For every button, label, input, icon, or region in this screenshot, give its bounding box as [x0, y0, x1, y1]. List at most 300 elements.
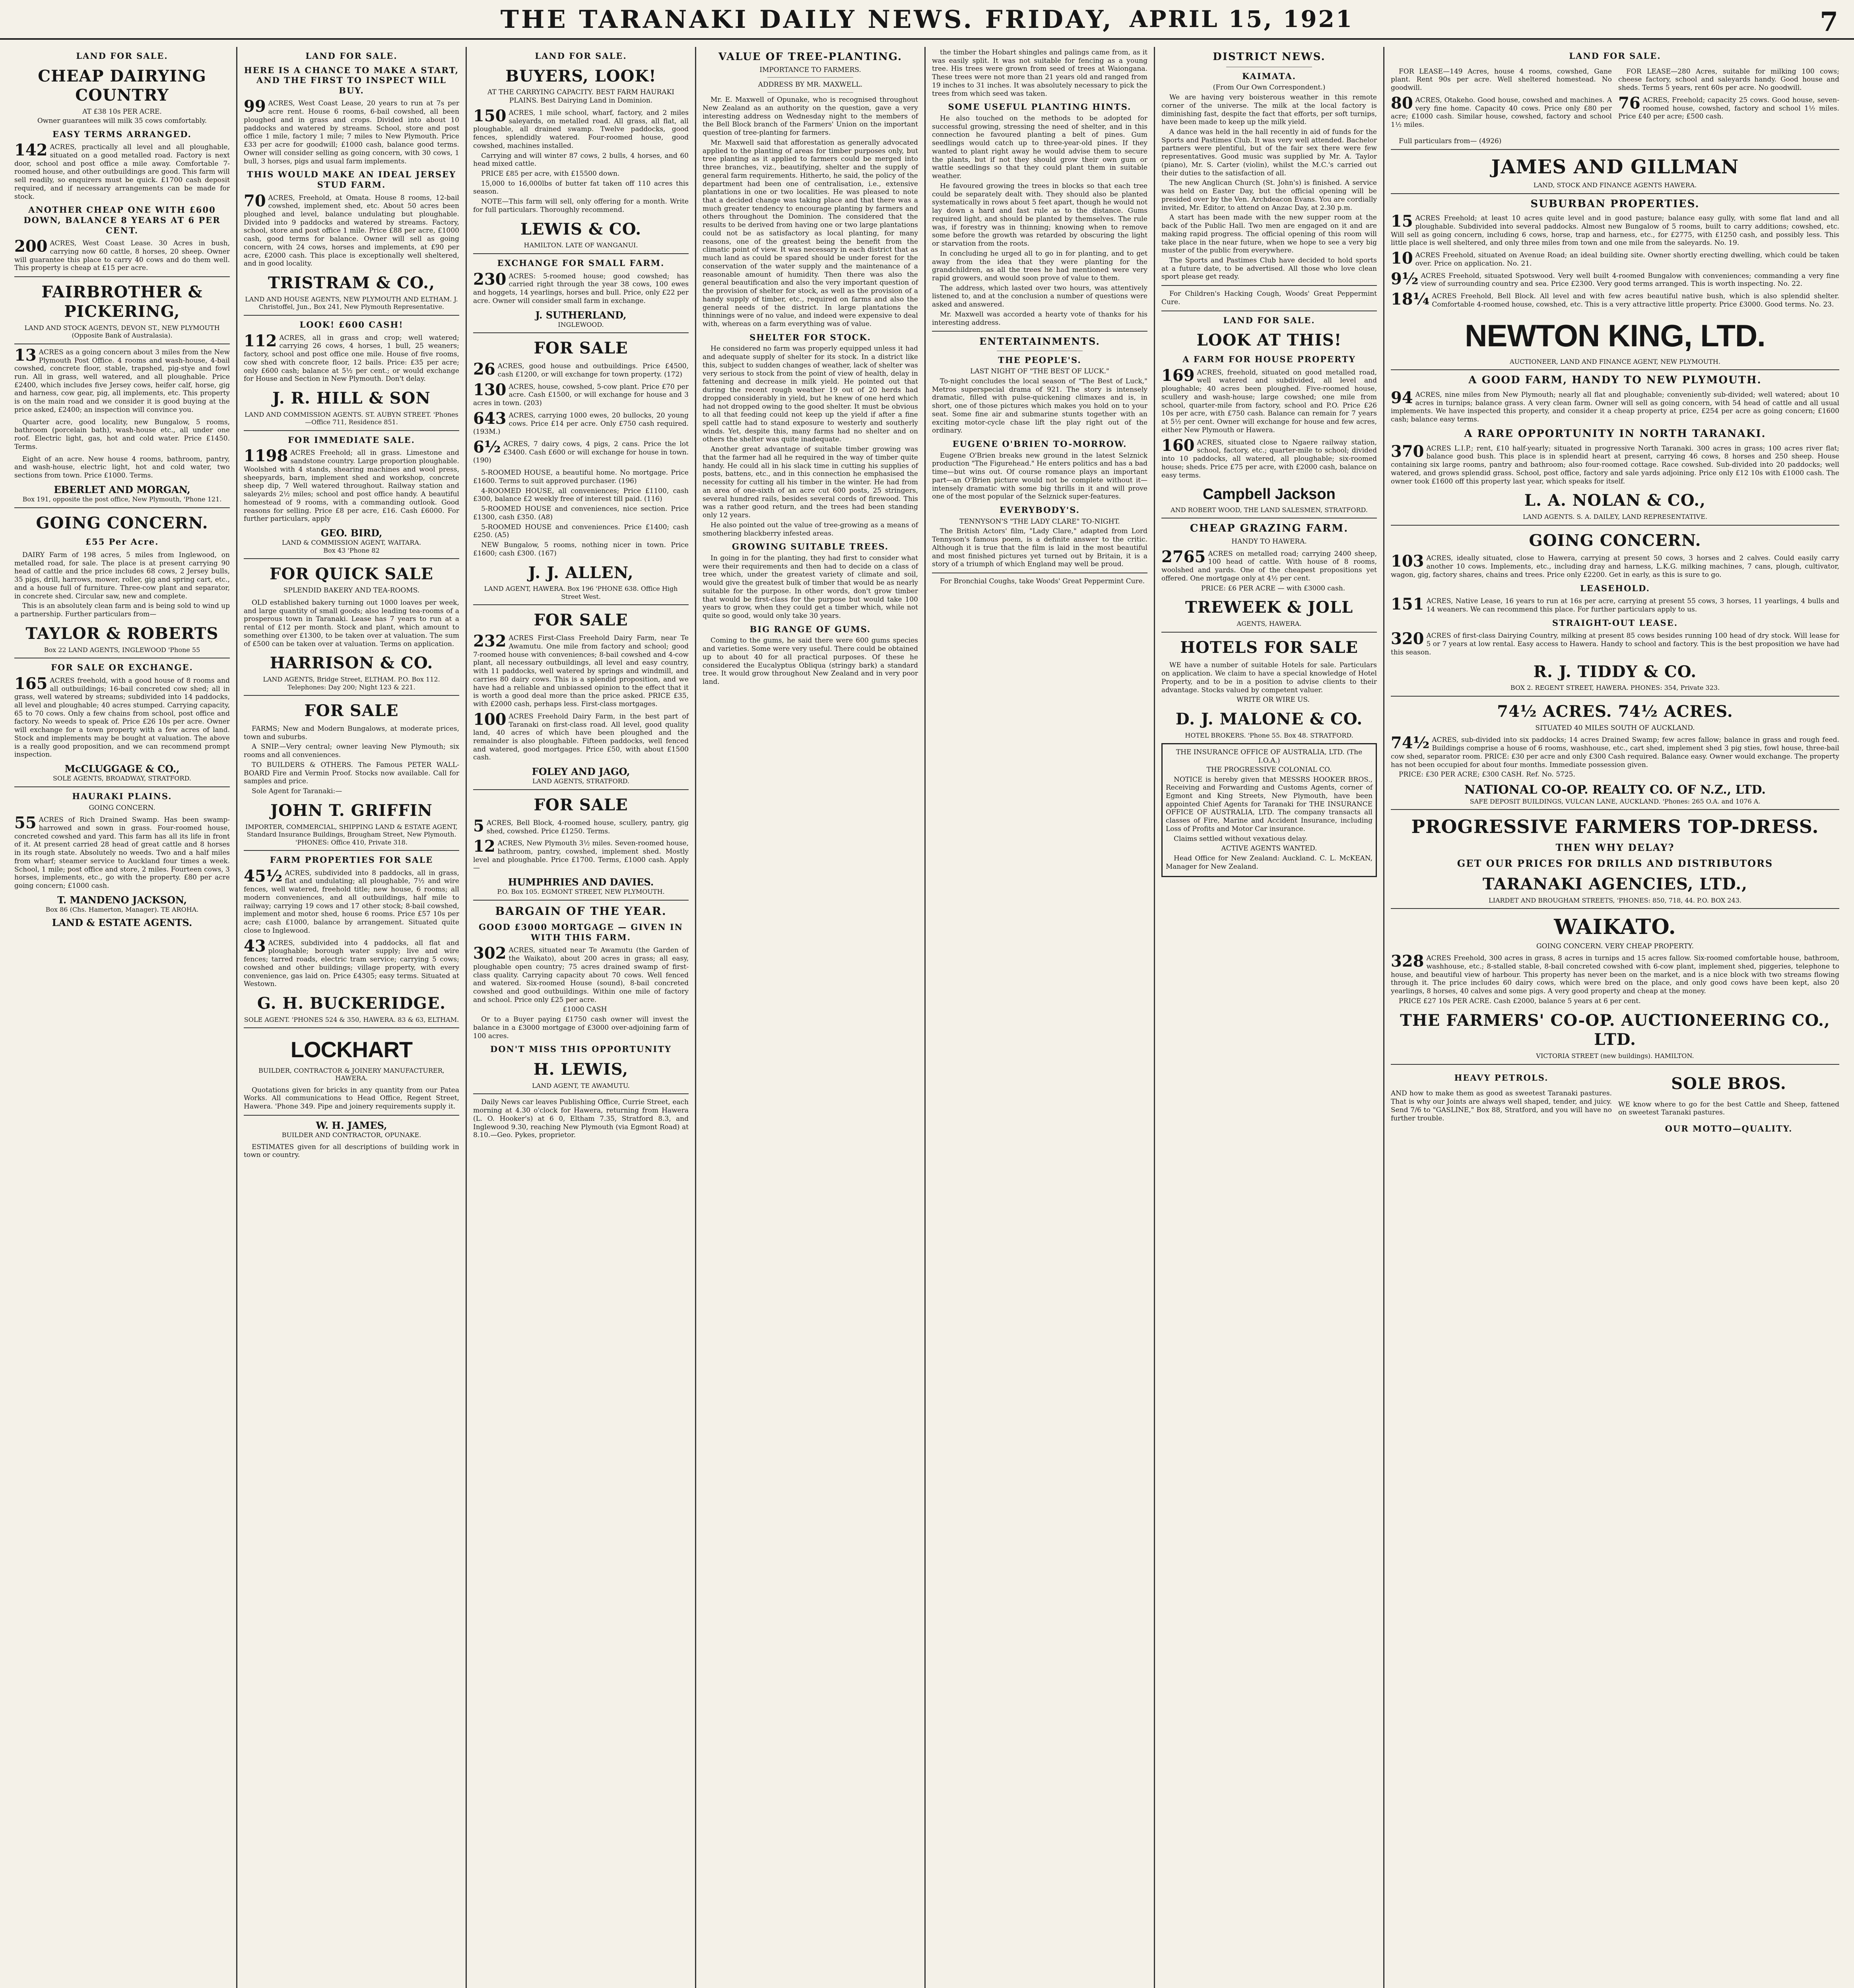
listing — [473, 469, 689, 557]
agent-details: AND ROBERT WOOD, THE LAND SALESMEN, STRATFORD. — [1171, 506, 1368, 514]
article-paragraph: He also touched on the methods to be adopted for successful growing, stressing the need of shelter, and in this connection he favoured planting a belt of pines. Gum seedlings would catch up to three-year-old pines. If they wanted to plant right away he would advise them to secure the plants, but if not they should grow their own gum or wattle seedlings so that they could plant them in suitable weather. — [932, 115, 1147, 181]
notice — [1161, 290, 1377, 306]
agent-details: BUILDER AND CONTRACTOR, OPUNAKE. — [281, 1131, 421, 1139]
listing — [1391, 388, 1839, 424]
article-paragraph: The Sports and Pastimes Club have decided to hold sports at a future date, to be advertised. All those who love clean sport please get ready. — [1161, 256, 1377, 281]
listing-text: ACRES, practically all level and all ploughable, situated on a good metalled road. Factory is next door, school and post office a mile away. Comfortable 7-roomed house, and other outbuildings are good. This farm will sell readily, so enquirers must be quick. £1700 cash deposit required, and if necessary arrangements can be made for stock. — [14, 143, 230, 201]
agent-name: H. LEWIS, — [533, 1060, 629, 1079]
listing-text: FARMS; New and Modern Bungalows, at moderate prices, town and suburbs. — [244, 724, 459, 741]
notice-text: NOTICE is hereby given that MESSRS HOOKER BROS., Receiving and Forwarding and Customs Agents, corner of Egmont and King Streets, New Plymouth, have been appointed Chief Agents for Taranaki for THE INSURANCE OFFICE OF AUSTRALIA, LTD. The company transacts all classes of Fire, Marine and Accident Insurance, including Loss of Profits and Motor Car insurance. — [1166, 775, 1373, 833]
agent-name: HUMPHRIES AND DAVIES. — [508, 876, 654, 888]
notice-text: Daily News car leaves Publishing Office, Currie Street, each morning at 4.30 o'clock for Hawera, returning from Hawera (L. O. Hooker's) at 6 0, Eltham 7.35, Stratford 8.3, and Inglewood 9.30, reaching New Plymouth (via Egmont Road) at 8.10.—Geo. Pykes, proprietor. — [473, 1098, 689, 1140]
listing-text: ACRES of Rich Drained Swamp. Has been swamp-harrowed and sown in grass. Four-roomed house, concreted cowshed and yard. This farm has all its life in front of it. At present carried 28 head of great cattle and 8 horses in its rough state. Absolutely no weeds. Two and a half miles from wharf; steamer service to Auckland four times a week. School, 1 mile; post office and store, 2 miles. Fourteen cows, 3 horses, implements, etc., go with the property. £80 per acre going concern; £1000 cash. — [14, 816, 230, 890]
listing-text: ACRES Freehold; all in grass. Limestone and sandstone country. Large proportion ploughable. Woolshed with 4 stands, shearing machines and wool press, sheepyards, barn, implement shed and workshop, concrete sheep dip, 7 Well watered throughout. Railway station and saleyards 2½ miles; school and post office handy. A beautiful homestead of 9 rooms, with a commanding outlook. Good reasons for selling. Price £8 per acre, £16. Cash £6000. For further particulars, apply — [244, 449, 459, 523]
ad-subheading: £55 Per Acre. — [85, 537, 159, 547]
listing-text: ACRES freehold, with a good house of 8 rooms and all outbuildings; 16-bail concreted cow shed; all in grass, well watered by streams; subdivided into 14 paddocks, all level and ploughable; 40 acres stumped. Carrying capacity, 65 to 70 cows. Only a few chains from school, post office and factory. No weeds to speak of. Price £26 10s per acre. Owner will exchange for a town property with a few acres of land. Stock and implements may be bought at valuation. The above is a really good proposition, and we can recommend prompt inspection. — [14, 676, 230, 759]
listing-text: Quotations given for bricks in any quantity from our Patea Works. All communications to Head Office, Regent Street, Hawera. 'Phone 349. Pipe and joinery requirements supply it. — [244, 1086, 459, 1111]
article-subheading: SHELTER FOR STOCK. — [749, 332, 871, 342]
notice-text: ACTIVE AGENTS WANTED. — [1221, 845, 1317, 853]
listing-text: ACRES on metalled road; carrying 2400 sheep, 100 head of cattle. With house of 8 rooms, woolshed and yards. One of the cheapest propositions yet offered. One mortgage only at 4½ per cent. — [1161, 549, 1377, 582]
ad-subheading: HANDY TO HAWERA. — [1231, 537, 1307, 546]
ad-text: Owner guarantees will milk 35 cows comfortably. — [37, 116, 207, 125]
listing — [473, 634, 689, 709]
listing-text: ACRES Freehold; at least 10 acres quite level and in good pasture; balance easy gully, with some flat land and all ploughable. Subdivided into several paddocks. Almost new Bungalow of 5 rooms, built to carry additions; cowshed, etc. Will sell as going concern, including 6 cows, horse, trap and harness, etc., for £2775, with £1250 cash, and possibly less. This little place is well sheltered, and only three miles from town and one mile from the saleyards. No. 19. — [1391, 214, 1839, 247]
listing-text: OLD established bakery turning out 1000 loaves per week, and large quantity of small goods; also leading tea-rooms of a prosperous town in Taranaki. Lease has 7 years to run at a rental of £12 per month. Stock and plant, which amount to something over £1300, to be taken over at valuation. The sum of £500 can be taken over at valuation. Terms on application. — [244, 598, 459, 648]
acres-number: 160 — [1161, 436, 1195, 455]
listing-text: ACRES, nine miles from New Plymouth; nearly all flat and ploughable; conveniently sub-divided; well watered; about 10 acres in turnips; balance grass. A very clean farm. Owner will sell as going concern, with 54 head of cattle and all usual implements. We have inspected this property, and consider it a cheap property at price, £254 per acre as going concern; £1600 cash; balance easy terms. — [1391, 391, 1839, 424]
article-paragraph: Another great advantage of suitable timber growing was that the farmer had all he required in the way of timber quite handy. He could all in his slack time in cutting his supplies of posts, battens, etc., and in this connection he emphasised the necessity for cutting all his timber in the winter. He had from an area of one-sixth of an acre cut 600 posts, 25 stringers, several hundred rails, besides several cords of firewood. This was a rather good return, and the trees had been standing only 12 years. — [703, 445, 918, 520]
listing-text: ACRES, good house and outbuildings. Price £4500, cash £1200, or will exchange for town property. (172) — [497, 362, 689, 379]
listing-text: ACRES, Bell Block, 4-roomed house, scullery, pantry, gig shed, cowshed. Price £1250. Terms. — [486, 819, 689, 835]
lease-listing-left — [1391, 64, 1612, 133]
agent-details: AUCTIONEER, LAND AND FINANCE AGENT, NEW PLYMOUTH. — [1510, 357, 1720, 365]
listing — [1391, 629, 1839, 656]
notice — [932, 577, 1147, 586]
acres-number: 94 — [1391, 388, 1413, 407]
acres-number: 643 — [473, 409, 507, 428]
listing-text: ACRES, ideally situated, close to Hawera, carrying at present 50 cows, 3 horses and 2 calves. Could easily carry another 10 cows. Implements, etc., including dray and harness, L.K.G. milking machines, 7 cans, plough, cultivator, wagon, gig, factory shares, chains and trees. Price only £2200. Get in early, as this is sure to go. — [1391, 554, 1839, 579]
agent-details: LAND AGENT, HAWERA. Box 196 'PHONE 638. Office High Street West. — [484, 585, 678, 600]
listing — [244, 725, 459, 796]
acres-number: 99 — [244, 97, 266, 116]
agent-name: D. J. MALONE & CO. — [1175, 710, 1363, 729]
article-subheading: BIG RANGE OF GUMS. — [749, 624, 871, 634]
acres-number: 80 — [1391, 93, 1413, 113]
section-heading: LAND FOR SALE. — [1223, 315, 1315, 325]
ad-heading: HERE IS A CHANCE TO MAKE A START, AND THE FIRST TO INSPECT WILL BUY. — [244, 65, 459, 95]
article-paragraph: He favoured growing the trees in blocks so that each tree could be separately dealt with. They should also be planted systematically in rows about 5 feet apart, though he would not lay down a hard and fast rule as to the distance. Gums required light, and should be planted by themselves. The rule was, if forestry was in thinning; knowing when to remove some before the growth was retarded by obscuring the light or starvation from the roots. — [932, 182, 1147, 248]
agent-name: T. MANDENO JACKSON, — [57, 894, 187, 906]
article-subheading: SOME USEFUL PLANTING HINTS. — [948, 102, 1132, 112]
ad-heading: HAURAKI PLAINS. — [72, 791, 172, 801]
lease-listings — [1391, 64, 1839, 133]
ad-subheading: AT £38 10s PER ACRE. — [82, 108, 162, 116]
agent-details: IMPORTER, COMMERCIAL, SHIPPING LAND & ESTATE AGENT, Standard Insurance Buildings, Brougham Street, New Plymouth. 'PHONES: Office 410, Private 318. — [245, 823, 458, 846]
article-paragraph: We are having very boisterous weather in this remote corner of the universe. The milk at the local factory is diminishing fast, despite the fact that efforts, per soft turnips, have been made to keep up the milk yield. — [1161, 93, 1377, 126]
ad-heading: 74½ ACRES. 74½ ACRES. — [1497, 702, 1733, 721]
ad-subheading: THEN WHY DELAY? — [1555, 842, 1675, 854]
article-paragraph: Mr. E. Maxwell of Opunake, who is recognised throughout New Zealand as an authority on the question, gave a very interesting address on Wednesday night to the members of the Bell Block branch of the Farmers' Union on the important question of tree-planting for farmers. — [703, 96, 918, 137]
acres-number: 5 — [473, 816, 484, 835]
agent-details: LAND AND COMMISSION AGENTS. ST. AUBYN STREET. 'Phones—Office 711, Residence 851. — [245, 410, 458, 426]
ad-heading: FOR SALE — [534, 611, 628, 630]
listing-text: ACRES as a going concern about 3 miles from the New Plymouth Post Office. 4 rooms and wash-house, 4-bail cowshed, concrete floor, stable, trapshed, pig-stye and fowl run. All in grass, well watered, and all ploughable. Price £2400, which includes five Jersey cows, heifer calf, horse, gig and harness, cow gear, pig, all implements, etc. This property is on the main road and we consider it is good buying at the price asked, £2400; an inspection will convince you. — [14, 348, 230, 414]
agent-details: SOLE AGENTS, BROADWAY, STRATFORD. — [53, 775, 191, 782]
article-paragraph: Mr. Maxwell said that afforestation as generally advocated applied to the planting of areas for timber purposes only, but tree planting as it applied to farmers could be merged into three branches, viz., beautifying, shelter and the supply of general farm requirements. Hitherto, he said, the policy of the department had been one of centralisation, i.e., extensive plantations in one or two localities. He was pleased to note that a decided change was taking place and that there was a much greater tendency to encourage planting by farmers and others throughout the Dominion. The considered that the results to be derived from having one or two large plantations could not be as satisfactory as local planting, for many reasons, one of the greatest being the benefit from the climatic point of view. It was necessary in each district that as much land as could be spared should be under forest for the conservation of the water supply and the maintenance of a reasonable amount of humidity. Then there was also the general beautification and also the very important question of the provision of shelter for stock, as well as the provision of a handy supply of timber, etc., required on farms and also the general needs of the district. In large plantations the thinnings were of no value, and indeed were expensive to deal with, whereas on a farm everything was of value. — [703, 138, 918, 328]
ad-heading: HEAVY PETROLS. — [1454, 1072, 1549, 1083]
ad-subheading: ANOTHER CHEAP ONE WITH £600 DOWN, BALANCE 8 YEARS AT 6 PER CENT. — [23, 205, 221, 235]
ad-subheading: A FARM FOR HOUSE PROPERTY — [1182, 354, 1356, 365]
agent-name: W. H. JAMES, — [316, 1119, 387, 1131]
acres-number: 169 — [1161, 366, 1195, 385]
agent-name: SOLE BROS. — [1671, 1074, 1786, 1093]
agent-name: J. J. ALLEN, — [528, 563, 634, 582]
listing-text: ACRES Freehold, Bell Block. All level and with few acres beautiful native bush, which is also splendid shelter. Comfortable 4-roomed house, cowshed, etc. This is a very attractive little property. Price £3000. Good terms. No. 23. — [1432, 292, 1839, 309]
listing-text: AND how to make them as good as sweetest Taranaki pastures. That is why our Joints are always well shaped, tender, and juicy. Send 7/6 to "GASLINE," Box 88, Stratford, and you will have no further trouble. — [1391, 1089, 1612, 1122]
agent-details: P.O. Box 105. EGMONT STREET, NEW PLYMOUTH. — [497, 888, 665, 896]
listing — [473, 106, 689, 214]
acres-number: 18¼ — [1391, 290, 1430, 309]
acres-number: 74½ — [1391, 734, 1430, 753]
ad-subheading: LEASEHOLD. — [1580, 583, 1650, 593]
ad-heading: EXCHANGE FOR SMALL FARM. — [497, 258, 665, 268]
listing — [1391, 954, 1839, 1005]
listing — [14, 143, 230, 201]
listing-text: 5-ROOMED HOUSE and conveniences, nice section. Price £1300, cash £350. (A8) — [473, 505, 689, 521]
article-paragraph: Eugene O'Brien breaks new ground in the latest Selznick production "The Figurehead." He enters politics and has a bad time—but wins out. Of course romance plays an important part—an O'Brien picture would not be complete without it—intensely dramatic with some big thrills in it and will prove one of the most popular of the Selznick super-features. — [932, 451, 1147, 501]
section-heading: LAND FOR SALE. — [305, 51, 398, 61]
acres-number: 100 — [473, 710, 507, 729]
ad-heading: FOR SALE — [304, 701, 399, 720]
agent-details: LAND AGENTS, Bridge Street, ELTHAM. P.O. Box 112. Telephones: Day 200; Night 123 & 221. — [263, 676, 440, 691]
listing — [473, 380, 689, 408]
article-paragraph: The address, which lasted over two hours, was attentively listened to, and at the conclusion a number of questions were asked and answered. — [932, 284, 1147, 309]
ad-heading: LOCKHART — [290, 1037, 413, 1062]
column-5 — [926, 47, 1155, 1988]
article-paragraph: A dance was held in the hall recently in aid of funds for the Sports and Pastimes Club. It was very well attended. Bachelor partners were plentiful, but of the fair sex there were few representatives. Good music was supplied by Mr. A. Taylor (piano), Mr. S. Carter (violin), whilst the M.C.'s carried out their duties to the satisfaction of all. — [1161, 128, 1377, 177]
article-subheading: GROWING SUITABLE TREES. — [732, 542, 889, 552]
ad-heading: CHEAP GRAZING FARM. — [1190, 522, 1349, 535]
listing-text: ACRES Freehold Dairy Farm, in the best part of Taranaki on first-class road. All level, good quality land, 40 acres of which have been ploughed and the remainder is also ploughable. Fifteen paddocks, well fenced and watered, good mortgages. Price £50, with about £1500 cash. — [473, 712, 689, 762]
ad-heading: SUBURBAN PROPERTIES. — [1530, 198, 1700, 210]
article-paragraph: He also pointed out the value of tree-growing as a means of smothering blackberry infested areas. — [703, 521, 918, 538]
article-subheadline: ADDRESS BY MR. MAXWELL. — [758, 81, 863, 89]
acres-number: 200 — [14, 237, 48, 256]
ad-heading: CHEAP DAIRYING COUNTRY — [38, 66, 206, 105]
agent-name: GEO. BIRD, — [320, 527, 382, 539]
listing — [473, 946, 689, 1040]
column-6 — [1155, 47, 1384, 1988]
listing-text: ACRES, subdivided into 4 paddocks, all flat and ploughable; borough water supply; live and wire fences; tarred roads, electric tram service; carrying 5 cows; cowshed and other buildings; village property, with every convenience, gas laid on. Price £4305; easy terms. Situated at Westown. — [244, 939, 459, 988]
listing-text: ACRES, situated close to Ngaere railway station, school, factory, etc.; quarter-mile to school; divided into 10 paddocks, all watered, all ploughable; six-roomed house; sheds. Price £75 per acre, with £2000 cash, balance on easy terms. — [1161, 438, 1377, 480]
listing-text: ACRES, all in grass and crop; well watered; carrying 26 cows, 4 horses, 1 bull, 25 weaners; factory, school and post office one mile. House of five rooms, cow shed with concrete floor, 12 bails. Price: £35 per acre; only £600 cash; balance at 5½ per cent.; or would exchange for House and Section in New Plymouth. Don't delay. — [244, 334, 459, 383]
listing — [1161, 366, 1377, 435]
listing-text: ACRES L.I.P.; rent, £10 half-yearly; situated in progressive North Taranaki. 300 acres in grass; 100 acres river flat; balance good bush. This place is in splendid heart at present, carrying 46 cows, 8 horses and 250 sheep. House containing six large rooms, pantry and bathroom; also four-roomed cottage. Race cowshed. Sub-divided into 20 paddocks; well watered, and grows splendid grass. School, post office, factory and sale yards adjoining. Price only £12 10s with £1000 cash. The owner took £1600 off this property last year, which speaks for itself. — [1391, 444, 1839, 485]
listing-text: ACRES, house, cowshed, 5-cow plant. Price £70 per acre. Cash £1500, or will exchange for house and 3 acres in town. (203) — [473, 382, 689, 408]
notice-text: Head Office for New Zealand: Auckland. C. L. McKEAN, Manager for New Zealand. — [1166, 854, 1373, 871]
article-subheading: EVERYBODY'S. — [1000, 505, 1080, 515]
listing — [1391, 269, 1839, 288]
listing — [1391, 736, 1839, 779]
agent-name: JOHN T. GRIFFIN — [270, 801, 433, 820]
agent-name: J. R. HILL & SON — [272, 388, 431, 408]
article-paragraph: To-night concludes the local season of "The Best of Luck," Metros superspecial drama of 921. The story is intensely dramatic, filled with pulse-quickening climaxes and is, in short, one of those pictures which makes you hold on to your seat. Some fine air and submarine stunts together with an exciting motor-cycle chase lift the play right out of the ordinary. — [932, 377, 1147, 435]
listing-text: Carrying and will winter 87 cows, 2 bulls, 4 horses, and 60 head mixed cattle. — [473, 151, 689, 168]
listing — [1391, 292, 1839, 309]
column-1 — [8, 47, 237, 1988]
listing-text: A SNIP.—Very central; owner leaving New Plymouth; six rooms and all conveniences. — [244, 743, 459, 759]
agent-tagline: LAND & ESTATE AGENTS. — [52, 916, 192, 928]
article-headline: DISTRICT NEWS. — [1213, 51, 1326, 63]
acres-number: 103 — [1391, 552, 1424, 571]
listing — [1161, 547, 1377, 593]
agent-details: VICTORIA STREET (new buildings). HAMILTON. — [1536, 1052, 1694, 1060]
article-headline: VALUE OF TREE-PLANTING. — [718, 51, 903, 63]
acres-number: 142 — [14, 141, 48, 160]
notice-subheading: THE PROGRESSIVE COLONIAL CO. — [1206, 765, 1332, 774]
listing-text: ACRES, Native Lease, 16 years to run at 16s per acre, carrying at present 55 cows, 3 horses, 11 yearlings, 4 bulls and 14 weaners. We can recommend this place. For further particulars apply to us. — [1426, 597, 1839, 613]
butcher-ad — [1618, 1069, 1839, 1136]
acres-number: 76 — [1618, 93, 1640, 113]
acres-number: 150 — [473, 106, 507, 125]
acres-number: 13 — [14, 346, 37, 365]
ad-heading: LOOK AT THIS! — [1196, 331, 1342, 350]
article-subheading: EUGENE O'BRIEN TO-MORROW. — [952, 439, 1127, 449]
listing — [473, 440, 689, 465]
ad-heading: FOR QUICK SALE — [270, 565, 433, 584]
agent-name: EBERLET AND MORGAN, — [54, 483, 190, 495]
listing — [244, 599, 459, 648]
agent-name: Campbell Jackson — [1203, 486, 1336, 503]
listing-text: ACRES, Freehold; capacity 25 cows. Good house, seven-roomed house, cowshed, factory and school 1½ miles. Price £40 per acre; £500 cash. — [1618, 96, 1839, 121]
listing-text: £1000 CASH — [563, 1006, 607, 1014]
listing-text: ACRES Freehold, situated Spotswood. Very well built 4-roomed Bungalow with conveniences; commanding a very fine view of surrounding country and sea. Price £2300. Very good terms arranged. This is worth inspecting. No. 22. — [1421, 272, 1839, 288]
listing-text: WE know where to go for the best Cattle and Sheep, fattened on sweetest Taranaki pastures. — [1618, 1100, 1839, 1117]
listing-text: ACRES of first-class Dairying Country, milking at present 85 cows besides running 100 head of dry stock. Will lease for 5 or 7 years at low rental. Easy access to Hawera. Handy to school and factory. This is the best proposition we have had this season. — [1391, 632, 1839, 656]
acres-number: 370 — [1391, 442, 1424, 461]
article-subheadline: IMPORTANCE TO FARMERS. — [759, 66, 861, 74]
listing-text: This is an absolutely clean farm and is being sold to wind up a partnership. Further particulars from— — [14, 602, 230, 619]
agent-name: R. J. TIDDY & CO. — [1533, 662, 1697, 681]
acres-number: 112 — [244, 331, 277, 350]
listing — [244, 866, 459, 935]
ad-heading: FOR SALE — [534, 795, 628, 814]
acres-number: 9½ — [1391, 269, 1419, 288]
acres-number: 328 — [1391, 952, 1424, 971]
agent-details: BOX 2. REGENT STREET, HAWERA. PHONES: 354, Private 323. — [1510, 684, 1720, 692]
ad-heading: GOING CONCERN. — [36, 513, 208, 532]
listing-text: 15,000 to 16,000lbs of butter fat taken off 110 acres this season. — [473, 179, 689, 196]
listing-text: ACRES, freehold, situated on good metalled road, well watered and subdivided, all level and ploughable; 40 acres been ploughed. Five-roomed house, scullery and wash-house; large cowshed; one mile from school, quarter-mile from factory, school and P.O. Price £26 10s per acre, with £750 cash. Balance can remain for 7 years at 5½ per cent. Owner will exchange for house and few acres, either New Plymouth or Hawera. — [1161, 368, 1377, 434]
agent-name: JAMES AND GILLMAN — [1491, 156, 1739, 179]
acres-number: 26 — [473, 360, 495, 379]
acres-number: 70 — [244, 191, 266, 210]
acres-number: 6½ — [473, 438, 501, 456]
ad-heading: BUYERS, LOOK! — [505, 66, 656, 85]
article-subheading: THE PEOPLE'S. — [998, 355, 1081, 365]
listing-text: PRICE: £6 PER ACRE — with £3000 cash. — [1201, 584, 1345, 592]
agent-name: THE FARMERS' CO-OP. AUCTIONEERING CO., LTD. — [1400, 1011, 1830, 1049]
listing-text: NOTE—This farm will sell, only offering for a month. Write for full particulars. Thoroughly recommend. — [473, 198, 689, 214]
agent-name: TAYLOR & ROBERTS — [25, 624, 219, 643]
listing-text: ACRES, situated near Te Awamutu (the Garden of the Waikato), about 200 acres in grass; all easy, ploughable open country; 75 acres drained swamp of first-class quality. Carrying capacity about 70 cows. Well fenced and watered. Six-roomed House (sound), 8-bail concreted cowshed and good outbuildings. Within one mile of factory and school. Price only £25 per acre. — [473, 946, 689, 1004]
listing-text: Sole Agent for Taranaki:— — [252, 787, 342, 796]
listing — [473, 272, 689, 305]
ad-subheading: GET OUR PRICES FOR DRILLS AND DISTRIBUTORS — [1457, 857, 1773, 869]
issue-date: APRIL 15, 1921 — [1129, 6, 1354, 33]
agent-details: Box 22 LAND AGENTS, INGLEWOOD 'Phone 55 — [44, 646, 200, 654]
listing-text: PRICE: £30 PER ACRE; £300 CASH. Ref. No. 5725. — [1399, 771, 1575, 779]
listing — [14, 348, 230, 414]
agent-name: McCLUGGAGE & CO., — [64, 763, 180, 775]
ad-heading: FOR SALE OR EXCHANGE. — [51, 662, 193, 673]
listing-text: 5-ROOMED HOUSE, a beautiful home. No mortgage. Price £1600. Terms to suit approved purchaser. (196) — [473, 469, 689, 485]
notice-heading: THE INSURANCE OFFICE OF AUSTRALIA, LTD. (The I.O.A.) — [1176, 748, 1363, 765]
acres-number: 320 — [1391, 629, 1424, 648]
listing — [244, 99, 459, 165]
listing — [1161, 436, 1377, 480]
listing — [1391, 137, 1839, 146]
agent-name: TREWEEK & JOLL — [1185, 598, 1353, 617]
article-paragraph: Coming to the gums, he said there were 600 gums species and varieties. Some were very useful. There could be obtained up to about 40 for all practical purposes. Of these he considered the Eucalyptus Obliqua (stringy bark) a standard tree. It would grow throughout New Zealand and in very poor land. — [703, 637, 918, 686]
ad-heading: LOOK! £600 CASH! — [299, 319, 404, 330]
ad-subheading: GOING CONCERN. — [89, 804, 155, 812]
listing-text: NEW Bungalow, 5 rooms, nothing nicer in town. Price £1600; cash £300. (167) — [473, 541, 689, 557]
article-paragraph: A start has been made with the new supper room at the back of the Public Hall. Two men are engaged on it and are making rapid progress. The official opening of this room will take place in the near future, when we hope to see a very big muster of the public from everywhere. — [1161, 214, 1377, 255]
listing — [1618, 93, 1839, 121]
listing-text: ACRES, Otakeho. Good house, cowshed and machines. A very fine home. Capacity 40 cows. Price only £80 per acre; £1000 cash. Similar house, cowshed, factory and school 1½ miles. — [1391, 96, 1612, 129]
listing — [14, 551, 230, 619]
agent-name: TARANAKI AGENCIES, LTD., — [1482, 874, 1748, 893]
listing — [473, 839, 689, 872]
listing-text: ACRES Freehold, situated on Avenue Road; an ideal building site. Owner shortly erecting dwelling, which could be taken over. Price on application. No. 21. — [1415, 251, 1839, 268]
agent-details: Box 191, opposite the post office, New Plymouth, 'Phone 121. — [22, 495, 222, 503]
article-paragraph: the timber the Hobart shingles and palings came from, as it was easily split. It was not suitable for fencing as a young tree. His trees were grown from seed of trees at Waiongana. These trees were not more than 21 years old and ranged from 19 inches to 31 inches. It was absolutely necessary to pick the trees from which seed was taken. — [932, 49, 1147, 98]
section-heading: LAND FOR SALE. — [76, 51, 168, 61]
listing-text: ACRES Freehold, 300 acres in grass, 8 acres in turnips and 15 acres fallow. Six-roomed comfortable house, bathroom, washhouse, etc.; 8-stalled stable, 8-bail concreted cowshed with 6-cow plant, implement shed, piggeries, telephone to house, and beautiful view of harbour. This property has never been on the market, and is a nice block with two streams flowing through it. The price includes 60 dairy cows, which were bred on the place, and only good cows have been kept, also 20 yearlings, 8 horses, 40 calves and some pigs. A very good property and cheap at the money. — [1391, 954, 1839, 996]
listing — [14, 239, 230, 272]
agent-details: LAND AGENTS. S. A. DAILEY, LAND REPRESENTATIVE. — [1522, 513, 1708, 521]
listing — [1161, 661, 1377, 704]
listing-text: 5-ROOMED HOUSE and conveniences. Price £1400; cash £250. (A5) — [473, 523, 689, 540]
bottom-ads — [1391, 1069, 1839, 1136]
listing-text: ACRES: 5-roomed house; good cowshed; has carried right through the year 38 cows, 100 ewes and hoggets, 14 yearlings, horses and bull. Price, only £22 per acre. Owner will consider small farm in exchange. — [473, 272, 689, 305]
listing-text: ACRES, West Coast Lease, 20 years to run at 7s per acre rent. House 6 rooms, 6-bail cowshed, all been ploughed and in grass and crops. Divided into about 10 paddocks and watered by streams. School, store and post office 1 mile, factory 1 mile; 7 miles to New Plymouth. Price £33 per acre for goodwill; £1000 cash, balance good terms. Owner will consider selling as going concern, with 30 cows, 1 bull, 3 horses, pigs and usual farm implements. — [244, 99, 459, 165]
article-subheadline: (From Our Own Correspondent.) — [1213, 83, 1326, 92]
ad-heading: A RARE OPPORTUNITY IN NORTH TARANAKI. — [1464, 427, 1766, 440]
agent-details: LAND & COMMISSION AGENT, WAITARA. — [281, 539, 421, 547]
newspaper-title: THE TARANAKI DAILY NEWS. FRIDAY, — [500, 4, 1114, 34]
section-heading: LAND FOR SALE. — [1569, 51, 1661, 61]
article-headline: ENTERTAINMENTS. — [979, 336, 1100, 348]
listing-text: ACRES, 7 dairy cows, 4 pigs, 2 cans. Price the lot £3400. Cash £600 or will exchange for house in town. (190) — [473, 440, 689, 465]
listing — [244, 1086, 459, 1111]
agent-details: SAFE DEPOSIT BUILDINGS, VULCAN LANE, AUCKLAND. 'Phones: 265 O.A. and 1076 A. — [1470, 797, 1761, 805]
agent-details: LAND AGENTS, STRATFORD. — [532, 777, 629, 785]
listing — [244, 449, 459, 523]
column-7 — [1384, 47, 1846, 1988]
listing — [473, 816, 689, 835]
agent-name: FAIRBROTHER & PICKERING, — [41, 283, 203, 321]
listing-text: ACRES, carrying 1000 ewes, 20 bullocks, 20 young cows. Price £14 per acre. Only £750 cash required. (193M.) — [473, 411, 689, 436]
article-subheading: KAIMATA. — [1242, 71, 1296, 81]
listing-text: DAIRY Farm of 198 acres, 5 miles from Inglewood, on metalled road, for sale. The place is at present carrying 90 head of cattle and the price includes 68 cows, 2 Jersey bulls, 35 pigs, drill, harrows, mower, roller, gig and spring cart, etc., and a house full of furniture. Three-cow plant and separator, in concrete shed. Circular saw, new and complete. — [14, 551, 230, 600]
column-3 — [467, 47, 696, 1988]
petrol-ad — [1391, 1069, 1612, 1136]
column-4 — [696, 47, 926, 1988]
acres-number: 43 — [244, 936, 266, 955]
article-paragraph: In concluding he urged all to go in for planting, and to get away from the idea that they were planting for the grandchildren, as all the trees he had mentioned were very rapid growers, and would soon prove of value to them. — [932, 249, 1147, 282]
listing — [473, 409, 689, 436]
listing-text: Or to a Buyer paying £1750 cash owner will invest the balance in a £3000 mortgage of £3000 over-adjoining farm of 100 acres. — [473, 1015, 689, 1040]
listing — [473, 362, 689, 379]
listing-text: PRICE £27 10s PER ACRE. Cash £2000, balance 5 years at 6 per cent. — [1399, 997, 1641, 1005]
acres-number: 165 — [14, 674, 48, 693]
agent-name: G. H. BUCKERIDGE. — [257, 994, 446, 1013]
agent-name: TRISTRAM & CO., — [268, 274, 435, 293]
agent-name: FOLEY AND JAGO, — [532, 766, 630, 778]
agent-details: INGLEWOOD. — [558, 320, 604, 328]
listing-text: Full particulars from— (4926) — [1399, 137, 1502, 145]
listing — [1391, 214, 1839, 247]
ad-subheading: GOING CONCERN. VERY CHEAP PROPERTY. — [1536, 942, 1694, 950]
masthead — [0, 0, 1854, 40]
acres-number: 12 — [473, 837, 495, 856]
acres-number: 230 — [473, 270, 507, 289]
agent-name: HARRISON & CO. — [270, 654, 433, 673]
agent-contact: Box 43 'Phone 82 — [323, 546, 380, 554]
article-paragraph: The British Actors' film, "Lady Clare," adapted from Lord Tennyson's famous poem, is a definite answer to the critic. Although it is true that the film is laid in the most beautiful and most finished pictures yet turned out by Britain, it is a story of a triumph of which England may well be proud. — [932, 527, 1147, 569]
article-subheadline: LAST NIGHT OF "THE BEST OF LUCK." — [970, 367, 1109, 376]
agent-name: L. A. NOLAN & CO., — [1524, 491, 1706, 510]
insurance-notice — [1161, 743, 1377, 877]
listing — [1391, 597, 1839, 613]
listing — [14, 418, 230, 451]
agent-details: AGENTS, HAWERA. — [1237, 620, 1302, 628]
listing-text: ACRES, West Coast Lease. 30 Acres in bush, carrying now 60 cattle, 8 horses, 20 sheep. Owner will guarantee this place to carry 40 cows and do them well. This property is cheap at £15 per acre. — [14, 239, 230, 272]
listing-text: FOR LEASE—280 Acres, suitable for milking 100 cows; cheese factory, school and saleyards handy. Good house and sheds. Terms 5 years, rent 60s per acre. No goodwill. — [1618, 67, 1839, 92]
listing-text: FOR LEASE—149 Acres, house 4 rooms, cowshed, Gane plant. Rent 90s per acre. Well sheltered homestead. No goodwill. — [1391, 67, 1612, 92]
listing — [1391, 442, 1839, 486]
listing-text: Quarter acre, good locality, new Bungalow, 5 rooms, bathroom (porcelain bath), wash-house etc., all under one roof. Electric light, gas, hot and cold water. Price £1450. Terms. — [14, 418, 230, 451]
notice — [473, 1098, 689, 1140]
agent-details: BUILDER, CONTRACTOR & JOINERY MANUFACTURER, HAWERA. — [258, 1066, 445, 1082]
agent-details: LAND AND HOUSE AGENTS, NEW PLYMOUTH AND ELTHAM. J. Christoffel, Jun., Box 241, New Plymouth Representative. — [245, 295, 458, 311]
ad-subheading: GOOD £3000 MORTGAGE — GIVEN IN WITH THIS FARM. — [478, 922, 683, 942]
agent-details: HOTEL BROKERS. 'Phone 55. Box 48. STRATFORD. — [1185, 731, 1353, 739]
article-subheadline: TENNYSON'S "THE LADY CLARE" TO-NIGHT. — [959, 517, 1120, 526]
listing — [14, 813, 230, 890]
agent-details: Box 86 (Chs. Hamerton, Manager). TE AROHA. — [45, 906, 199, 914]
ad-subheading: DON'T MISS THIS OPPORTUNITY — [490, 1044, 672, 1054]
listing — [1391, 93, 1612, 129]
agent-name: LEWIS & CO. — [520, 219, 642, 239]
acres-number: 130 — [473, 380, 507, 399]
acres-number: 15 — [1391, 212, 1413, 231]
listing-text: ACRES, Freehold, at Omata. House 8 rooms, 12-bail cowshed, implement shed, etc. About 50 acres been ploughed and level, balance undulating but ploughable. Divided into 9 paddocks and watered by streams. Factory, school, store and post office 1 mile. Price £88 per acre, £1000 cash, good terms for balance. Owner will sell as going concern, with 24 cows, horses and implements, at £90 per acre, £2000 cash. This place is exceptionally well sheltered, and in good locality. — [244, 194, 459, 268]
listing — [1391, 251, 1839, 268]
section-heading: LAND FOR SALE. — [535, 51, 627, 61]
acres-number: 151 — [1391, 595, 1424, 614]
ad-tagline: OUR MOTTO—QUALITY. — [1665, 1124, 1793, 1134]
listing-text: ACRES, 1 mile school, wharf, factory, and 2 miles saleyards, on metalled road. All grass, all flat, all ploughable, all drained swamp. Twelve paddocks, good fences, splendidly watered. Four-roomed house, good cowshed, machines installed. — [473, 109, 689, 150]
article-paragraph: In going in for the planting, they had first to consider what were their requirements and then had to decide on a class of tree which, under the greatest variety of climate and soil, would give the greatest bulk of timber that would be as nearly suitable for the purpose. In other words, don't grow timber that would be first-class for the purpose but would take 100 years to grow, when they could get a timber which, while not quite so good, would only take 30 years. — [703, 554, 918, 620]
listing-text: ACRES First-Class Freehold Dairy Farm, near Te Awamutu. One mile from factory and school; good 7-roomed house with conveniences; 8-bail cowshed and 4-cow plant, all necessary outbuildings, all level and easy country, with 11 paddocks, well watered by springs and windmill, and carries 80 dairy cows. This is a splendid proposition, and we have had a reliable and unbiassed opinion to the effect that it is worth a good deal more than the price asked. PRICE £35, with £2000 cash, perhaps less. First-class mortgages. — [473, 634, 689, 709]
ad-heading: WAIKATO. — [1554, 915, 1676, 940]
acres-number: 45½ — [244, 866, 283, 885]
listing — [1391, 68, 1612, 92]
agent-details: SOLE AGENT. 'PHONES 524 & 350, HAWERA. 83 & 63, ELTHAM. — [244, 1015, 459, 1023]
listing — [244, 331, 459, 383]
listing-text: ACRES, New Plymouth 3½ miles. Seven-roomed house, bathroom, pantry, cowshed, implement shed. Mostly level and ploughable. Price £1700. Terms, £1000 cash. Apply— — [473, 839, 689, 872]
listing-text: 4-ROOMED HOUSE, all conveniences; Price £1100, cash £300, balance £2 weekly free of interest till paid. (116) — [473, 487, 689, 503]
listing-text: WRITE OR WIRE US. — [1237, 696, 1310, 704]
article-paragraph: He considered no farm was properly equipped unless it had and adequate supply of shelter for its stock. In a district like this, subject to sudden changes of weather, lack of shelter was very serious to stock from the point of view of health, delay in fattening and decrease in milk yield. He pointed out that during the recent rough weather 19 out of 20 herds had dropped considerably in yield, but he knew of one herd which had not dropped owing to the good shelter. It must be obvious to all that feeding could not keep up the yield if after a fine spell cattle had to stand exposure to westerly and southerly winds. Yet, despite this, many farms had no shelter and on others the shelter was quite inadequate. — [703, 345, 918, 444]
page-columns — [8, 47, 1846, 1988]
notice-text: Claims settled without vexatious delay. — [1174, 835, 1307, 843]
agent-details: HAMILTON. LATE OF WANGANUI. — [524, 241, 638, 249]
listing — [1391, 554, 1839, 579]
listing — [14, 674, 230, 759]
ad-subheading: SPLENDID BAKERY AND TEA-ROOMS. — [283, 586, 420, 595]
ad-heading: PROGRESSIVE FARMERS TOP-DRESS. — [1411, 816, 1819, 838]
agent-name: J. SUTHERLAND, — [535, 309, 627, 321]
ad-heading: BARGAIN OF THE YEAR. — [495, 904, 667, 918]
ad-heading: THIS WOULD MAKE AN IDEAL JERSEY STUD FARM. — [247, 169, 456, 190]
agent-details: LAND, STOCK AND FINANCE AGENTS HAWERA. — [1533, 181, 1697, 189]
notice-text: For Children's Hacking Cough, Woods' Great Peppermint Cure. — [1161, 290, 1377, 306]
acres-number: 2765 — [1161, 547, 1206, 566]
